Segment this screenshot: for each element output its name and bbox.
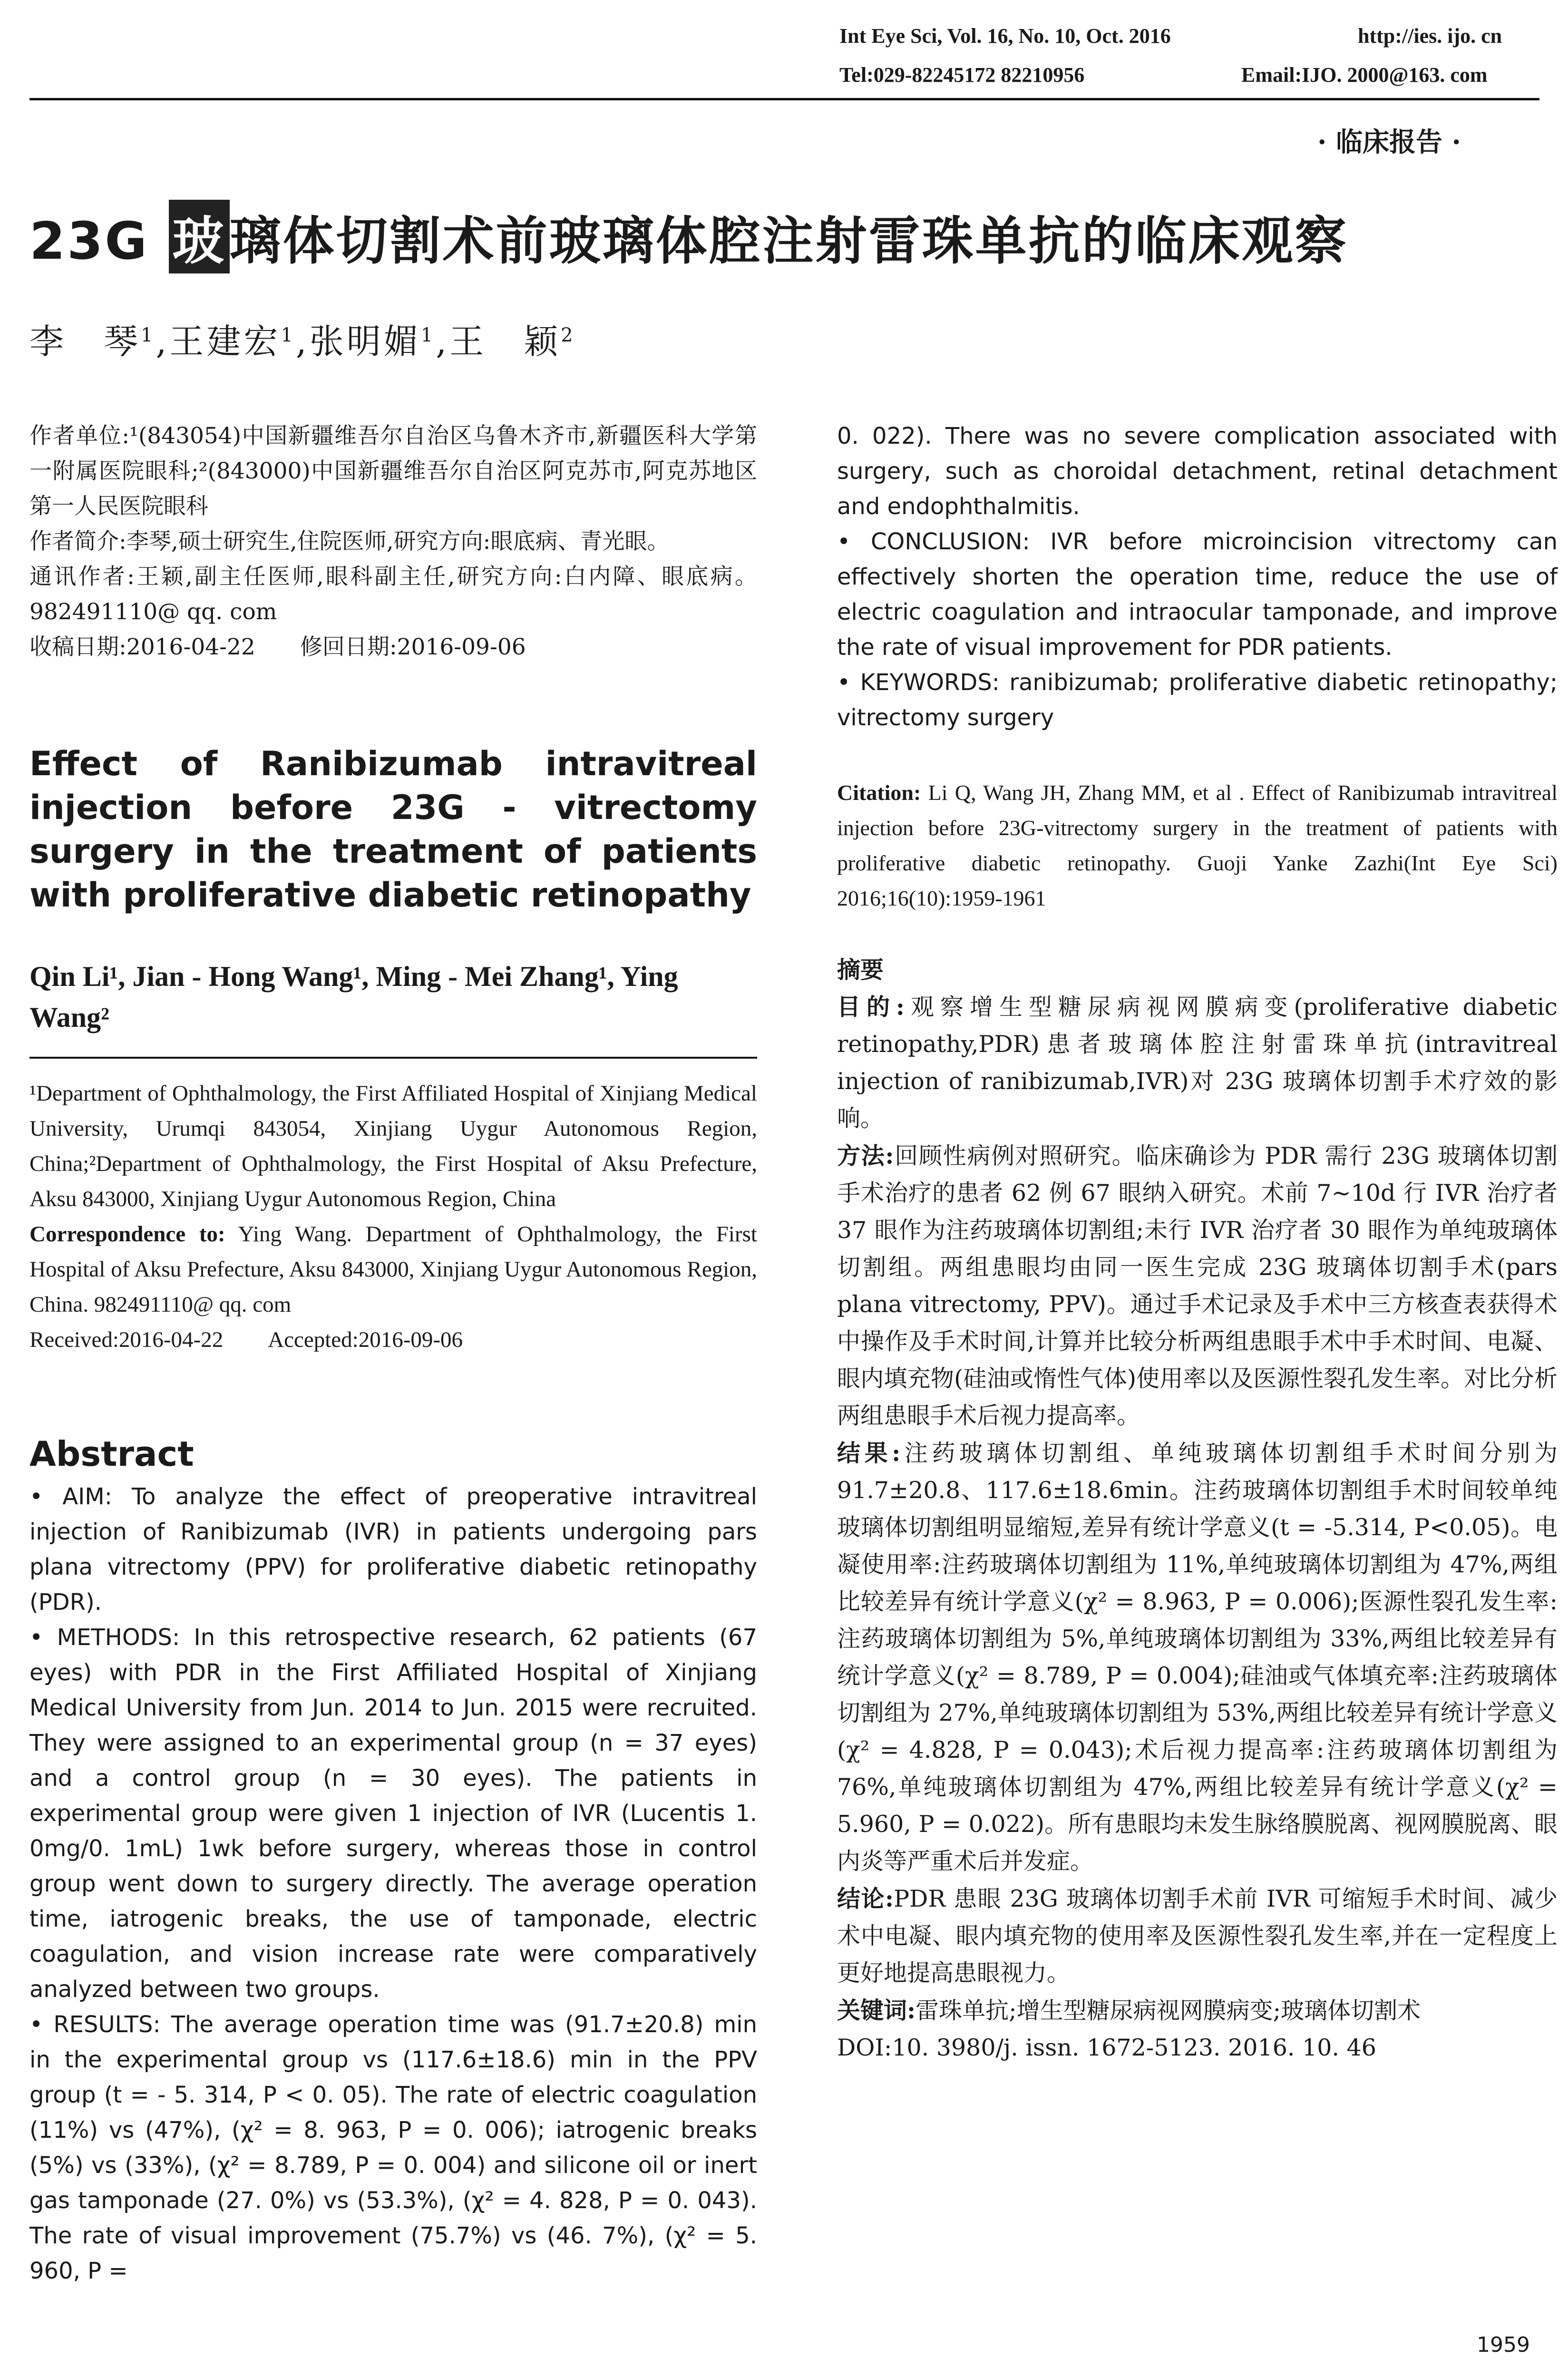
author-cn: 王 颖 [449,321,561,361]
abstract-heading: Abstract [29,1434,194,1474]
abstract-conclusion: • CONCLUSION: IVR before microincision vitrectomy can effectively shorten the operation time, reduce the use of electric coagulation and intraocular tamponade, and improve the rate of visual improvement for PDR patients. [837,528,1558,661]
author-sup: 1 [420,324,436,346]
author-cn: 李 琴 [29,321,141,361]
abstract-keywords: • KEYWORDS: ranibizumab; proliferative diabetic retinopathy; vitrectomy surgery [837,669,1558,731]
correspondence-label: Correspondence to: [29,1222,225,1247]
abstract-aim: • AIM: To analyze the effect of preoperative intravitreal injection of Ranibizumab (IVR) in patients undergoing pars plana vitrectomy (PPV) for proliferative diabetic retinopathy (PDR). [29,1483,757,1616]
title-rest: 璃体切割术前玻璃体腔注射雷珠单抗的临床观察 [229,212,1348,271]
cn-conclusion-text: PDR 患眼 23G 玻璃体切割手术前 IVR 可缩短手术时间、减少术中电凝、眼内填充物的使用率及医源性裂孔发生率,并在一定程度上更好地提高患眼视力。 [837,1885,1558,1987]
author-cn: 张明媚 [309,321,421,361]
journal-url[interactable]: http://ies. ijo. cn [1358,24,1502,48]
cn-results [837,1434,1558,1880]
cn-methods-label: 方法: [837,1142,894,1169]
affiliations [29,1076,757,1357]
citation [837,775,1558,916]
authors-cn: 李 琴$^1$,王建宏$^1$,张明媚$^1$,王 颖$^2$ [29,321,576,361]
abstract-left [29,1479,757,2289]
cn-keywords-text: 雷珠单抗;增生型糖尿病视网膜病变;玻璃体切割术 [915,1997,1421,2024]
abstract-results-cont: 0. 022). There was no severe complication associated with surgery, such as choroidal detachment, retinal detachment and endophthalmitis. [837,423,1558,520]
affiliation-depts: ¹Department of Ophthalmology, the First Affiliated Hospital of Xinjiang Medical University, Urumqi 843054, Xinjiang Uygur Autonomous Region, China;²Department of Ophthalmology, the First Hospital of Aksu Prefecture, Aksu 843000, Xinjiang Uygur Autonomous Region, China [29,1081,757,1211]
citation-text: Li Q, Wang JH, Zhang MM, et al . Effect of Ranibizumab intravitreal injection before 23G-vitrectomy surgery in the treatment of patients with proliferative diabetic retinopathy. Guoji Yanke Zazhi(Int Eye Sci) 2016;16(10):1959-1961 [837,780,1558,910]
cn-methods-text: 回顾性病例对照研究。临床确诊为 PDR 需行 23G 玻璃体切割手术治疗的患者 62 例 67 眼纳入研究。术前 7~10d 行 IVR 治疗者 37 眼作为注药玻璃体切割组;未行 IVR 治疗者 30 眼作为单纯玻璃体切割组。两组患眼均由同一医生完成 23G 玻璃体切割手术(pars plana vitrectomy, PPV)。通过手术记录及手术中三方核查表获得术中操作及手术时间,计算并比较分析两组患眼手术中手术时间、电凝、眼内填充物(硅油或惰性气体)使用率以及医源性裂孔发生率。对比分析两组患眼手术后视力提高率。 [837,1142,1558,1429]
cn-aim [837,988,1558,1137]
correspondence [29,1217,757,1322]
section-tag: · 临床报告 · [1317,127,1461,158]
abstract-right [837,419,1558,735]
journal-tel: Tel:029-82245172 82210956 [839,63,1085,87]
abstract-methods: • METHODS: In this retrospective research, 62 patients (67 eyes) with PDR in the First Affiliated Hospital of Xinjiang Medical University from Jun. 2014 to Jun. 2015 were recruited. They were assigned to an experimental group (n = 37 eyes) and a control group (n = 30 eyes). The patients in experimental group were given 1 injection of IVR (Lucentis 1. 0mg/0. 1mL) 1wk before surgery, whereas those in control group went down to surgery directly. The average operation time, iatrogenic breaks, the use of tamponade, electric coagulation, and vision increase rate were comparatively analyzed between two groups. [29,1624,757,2003]
en-authors: Qin Li¹, Jian - Hong Wang¹, Ming - Mei Zhang¹, Ying Wang² [29,961,678,1033]
citation-label: Citation: [837,780,921,805]
en-dates: Received:2016-04-22 Accepted:2016-09-06 [29,1327,463,1352]
author-sup: 2 [561,324,576,346]
abstract-results: • RESULTS: The average operation time was (91.7±20.8) min in the experimental group vs (117.6±18.6) min in the PPV group (t = - 5. 314, P < 0. 05). The rate of electric coagulation (11%) vs (47%), (χ² = 8. 963, P = 0. 006); iatrogenic breaks (5%) vs (33%), (χ² = 8.789, P = 0. 004) and silicone oil or inert gas tamponade (27. 0%) vs (53.3%), (χ² = 4. 828, P = 0. 043). The rate of visual improvement (75.7%) vs (46. 7%), (χ² = 5. 960, P = [29,2011,757,2284]
cn-dates: 收稿日期:2016-04-22 修回日期:2016-09-06 [29,634,526,660]
cn-results-label: 结果: [837,1439,901,1467]
en-title: Effect of Ranibizumab intravitreal injection before 23G - vitrectomy surgery in the treatment of patients with proliferative diabetic retinopathy [29,744,757,915]
cn-conclusion-label: 结论: [837,1885,894,1912]
title-boxed-char: 玻 [169,200,230,273]
author-cn: 王建宏 [169,321,281,361]
header-rule [29,98,1539,100]
title-prefix: 23G [29,212,169,271]
cn-doi[interactable]: DOI:10. 3980/j. issn. 1672-5123. 2016. 10. 46 [837,2034,1376,2061]
cn-keywords [837,1992,1558,2029]
affiliation-rule [29,1057,757,1059]
correspondence-text: Ying Wang. Department of Ophthalmology, the First Hospital of Aksu Prefecture, Aksu 843000, Xinjiang Uygur Autonomous Region, China. 982491110@ qq. com [29,1222,757,1317]
cn-keywords-label: 关键词: [837,1997,916,2024]
page-title [29,200,1348,273]
cn-abstract [837,951,1558,2066]
cn-meta [29,419,757,665]
cn-conclusion [837,1880,1558,1992]
cn-aim-label: 目的: [837,993,905,1021]
journal-email[interactable]: Email:IJO. 2000@163. com [1241,63,1488,87]
cn-results-text: 注药玻璃体切割组、单纯玻璃体切割组手术时间分别为 91.7±20.8、117.6±18.6min。注药玻璃体切割组手术时间较单纯玻璃体切割组明显缩短,差异有统计学意义(t = -5.314, P<0.05)。电凝使用率:注药玻璃体切割组为 11%,单纯玻璃体切割组为 47%,两组比较差异有统计学意义(χ² = 8.963, P = 0.006);医源性裂孔发生率:注药玻璃体切割组为 5%,单纯玻璃体切割组为 33%,两组比较差异有统计学意义(χ² = 8.789, P = 0.004);硅油或气体填充率:注药玻璃体切割组为 27%,单纯玻璃体切割组为 53%,两组比较差异有统计学意义(χ² = 4.828, P = 0.043);术后视力提高率:注药玻璃体切割组为 76%,单纯玻璃体切割组为 47%,两组比较差异有统计学意义(χ² = 5.960, P = 0.022)。所有患眼均未发生脉络膜脱离、视网膜脱离、眼内炎等严重术后并发症。 [837,1440,1558,1875]
cn-aim-text: 观察增生型糖尿病视网膜病变(proliferative diabetic retinopathy,PDR)患者玻璃体腔注射雷珠单抗(intravitreal injection of ranibizumab,IVR)对 23G 玻璃体切割手术疗效的影响。 [837,994,1558,1132]
journal-line: Int Eye Sci, Vol. 16, No. 10, Oct. 2016 [839,24,1171,48]
author-sup: 1 [141,324,156,346]
cn-corresponding: 通讯作者:王颖,副主任医师,眼科副主任,研究方向:白内障、眼底病。982491110@ qq. com [29,564,757,625]
author-sup: 1 [281,324,296,346]
cn-methods [837,1137,1558,1434]
cn-affiliation: 作者单位:¹(843054)中国新疆维吾尔自治区乌鲁木齐市,新疆医科大学第一附属医院眼科;²(843000)中国新疆维吾尔自治区阿克苏市,阿克苏地区第一人民医院眼科 [29,423,757,519]
page-number: 1959 [1477,2333,1530,2357]
cn-abstract-heading: 摘要 [837,956,884,984]
cn-author-bio: 作者简介:李琴,硕士研究生,住院医师,研究方向:眼底病、青光眼。 [29,528,670,555]
